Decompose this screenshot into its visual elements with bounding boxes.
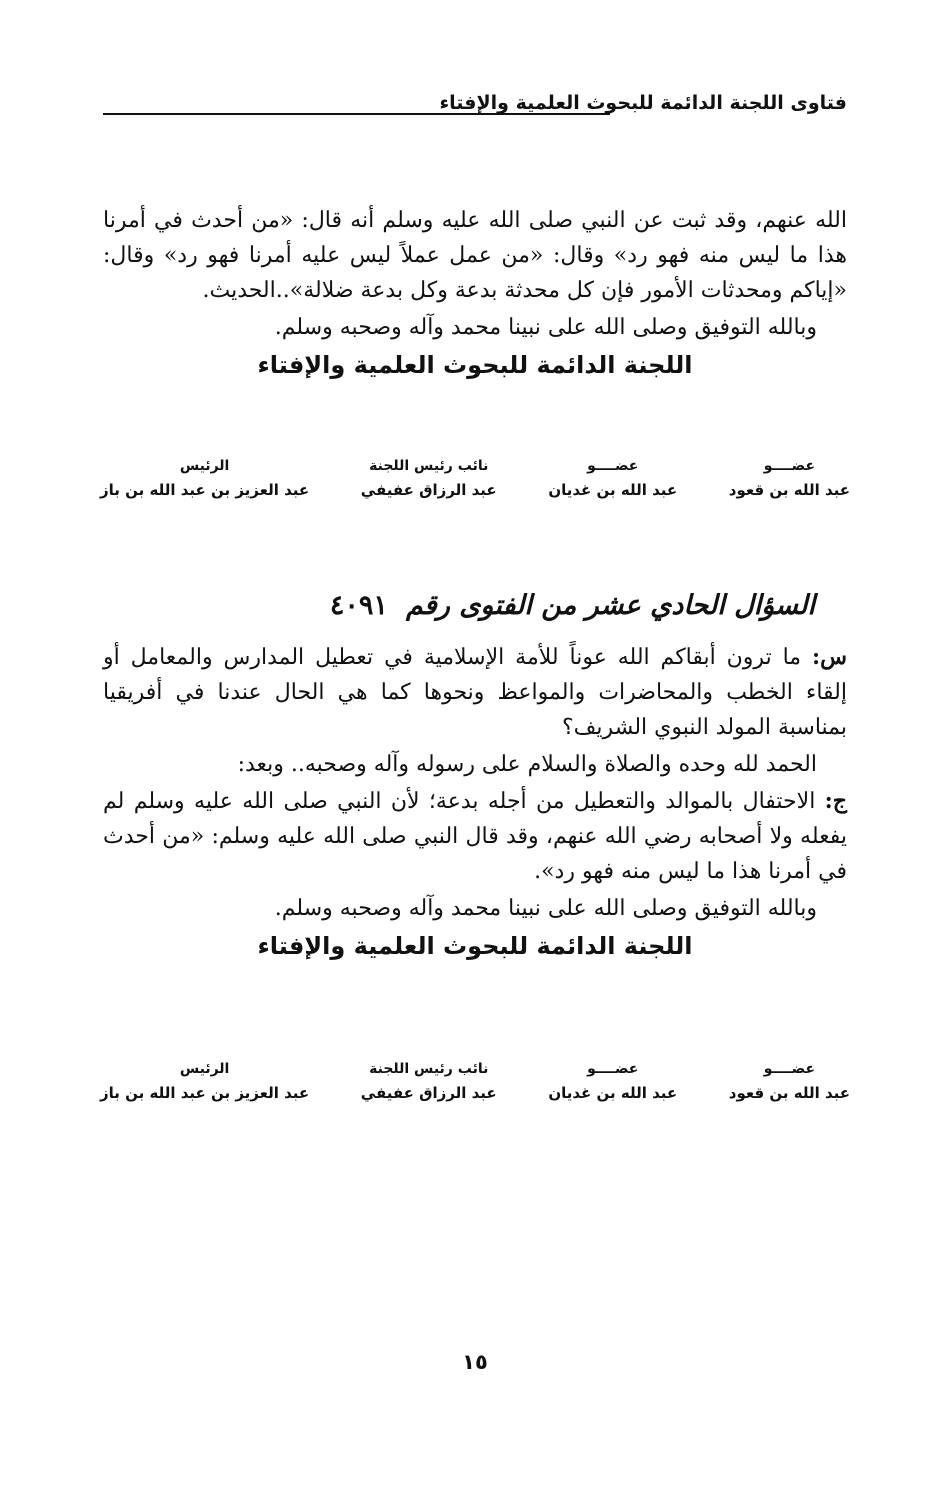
signature-name: عبد الله بن غديان	[548, 481, 678, 499]
signature-role: الرئيس	[179, 1061, 230, 1077]
question-paragraph	[103, 640, 847, 745]
section2-closing: وبالله التوفيق وصلى الله على نبينا محمد وآله وصحبه وسلم.	[274, 896, 817, 921]
section1-paragraph: الله عنهم، وقد ثبت عن النبي صلى الله عليه وسلم أنه قال: «من أحدث في أمرنا هذا ما ليس منه فهو رد» وقال: «من عمل عملاً ليس عليه أمرنا فهو رد» وقال: «إياكم ومحدثات الأمور فإن كل محدثة بدعة وكل بدعة ضلالة»..الحديث.	[103, 208, 847, 303]
running-header-title: فتاوى اللجنة الدائمة للبحوث العلمية والإفتاء	[439, 92, 847, 114]
answer-paragraph	[103, 784, 847, 889]
section2-block	[103, 640, 847, 966]
question-lead: س:	[812, 644, 847, 670]
signature-role: عضــــو	[763, 1061, 816, 1077]
signature-name: عبد الرزاق عفيفي	[360, 481, 497, 499]
signature-name: عبد الرزاق عفيفي	[360, 1084, 497, 1102]
signature-name: عبد العزيز بن عبد الله بن باز	[100, 481, 310, 499]
signature-vice-chair	[361, 455, 497, 503]
fatwa-number: ٤٠٩١	[329, 590, 388, 621]
section1-closing: وبالله التوفيق وصلى الله على نبينا محمد وآله وصحبه وسلم.	[274, 315, 817, 340]
signature-name: عبد الله بن قعود	[728, 1084, 850, 1102]
signature-role: عضــــو	[587, 458, 639, 474]
signatures-block-1	[100, 455, 850, 503]
page-number: ١٥	[462, 1350, 488, 1374]
signature-name: عبد العزيز بن عبد الله بن باز	[100, 1084, 310, 1102]
signature-name: عبد الله بن غديان	[548, 1084, 678, 1102]
signature-name: عبد الله بن قعود	[728, 481, 850, 499]
praise-line: الحمد لله وحده والصلاة والسلام على رسوله وآله وصحبه.. وبعد:	[237, 752, 817, 777]
signature-vice-chair	[361, 1058, 497, 1106]
signature-member-1	[729, 455, 850, 503]
signature-chair	[100, 1058, 309, 1106]
signature-role: عضــــو	[763, 458, 816, 474]
signature-role: نائب رئيس اللجنة	[369, 1061, 489, 1077]
signatures-block-2	[100, 1058, 850, 1106]
signature-role: عضــــو	[587, 1061, 639, 1077]
signature-role: الرئيس	[179, 458, 230, 474]
section1-committee-title: اللجنة الدائمة للبحوث العلمية والإفتاء	[257, 351, 693, 379]
header-rule	[103, 113, 610, 115]
question-heading-text: السؤال الحادي عشر من الفتوى رقم	[405, 590, 815, 621]
question-heading	[330, 590, 815, 621]
signature-role: نائب رئيس اللجنة	[369, 458, 489, 474]
signature-member-2	[548, 455, 677, 503]
section1-block	[103, 203, 847, 385]
signature-chair	[100, 455, 309, 503]
answer-text: الاحتفال بالموالد والتعطيل من أجله بدعة؛ لأن النبي صلى الله عليه وسلم لم يفعله ولا أصحابه رضي الله عنهم، وقد قال النبي صلى الله عليه وسلم: «من أحدث في أمرنا هذا ما ليس منه فهو رد».	[103, 789, 847, 884]
section2-committee-title: اللجنة الدائمة للبحوث العلمية والإفتاء	[257, 932, 693, 960]
answer-lead: ج:	[824, 788, 847, 814]
question-text: ما ترون أبقاكم الله عوناً للأمة الإسلامية في تعطيل المدارس والمعامل أو إلقاء الخطب والمحاضرات والمواعظ ونحوها كما هي الحال عندنا في أفريقيا بمناسبة المولد النبوي الشريف؟	[103, 645, 847, 740]
signature-member-2	[548, 1058, 677, 1106]
signature-member-1	[729, 1058, 850, 1106]
